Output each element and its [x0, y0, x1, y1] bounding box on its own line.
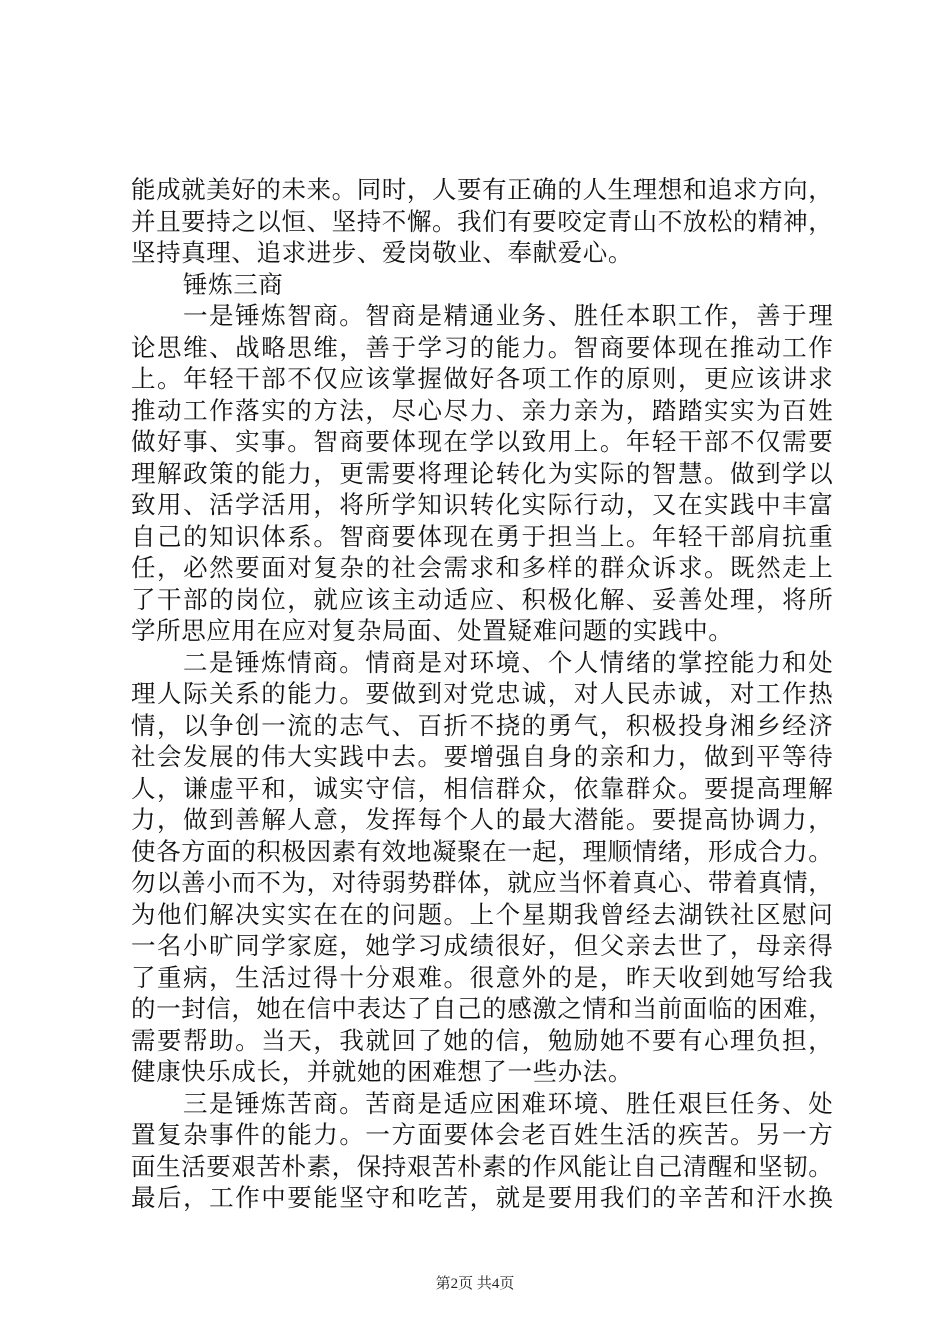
text-line: 能成就美好的未来。同时，人要有正确的人生理想和追求方向， [131, 175, 833, 204]
text-line: 理人际关系的能力。要做到对党忠诚，对人民赤诚，对工作热 [131, 679, 833, 708]
text-line: 理解政策的能力，更需要将理论转化为实际的智慧。做到学以 [131, 458, 833, 488]
text-line: 健康快乐成长，并就她的困难想了一些办法。 [131, 1057, 633, 1086]
text-line: 任，必然要面对复杂的社会需求和多样的群众诉求。既然走上 [131, 553, 833, 582]
text-line: 二是锤炼情商。情商是对环境、个人情绪的掌控能力和处 [183, 647, 833, 677]
text-line: 了干部的岗位，就应该主动适应、积极化解、妥善处理，将所 [131, 584, 833, 614]
text-line: 的一封信，她在信中表达了自己的感激之情和当前面临的困难， [131, 994, 833, 1023]
text-line: 一是锤炼智商。智商是精通业务、胜任本职工作，善于理 [183, 301, 833, 330]
text-line: 最后，工作中要能坚守和吃苦，就是要用我们的辛苦和汗水换 [131, 1183, 833, 1212]
text-line: 了重病，生活过得十分艰难。很意外的是，昨天收到她写给我 [131, 962, 833, 992]
text-line: 学所思应用在应对复杂局面、处置疑难问题的实践中。 [131, 616, 734, 645]
text-line: 论思维、战略思维，善于学习的能力。智商要体现在推动工作 [131, 332, 833, 362]
text-line: 坚持真理、追求进步、爱岗敬业、奉献爱心。 [131, 238, 633, 267]
page-footer: 第2页 共4页 [435, 1276, 515, 1292]
text-line: 社会发展的伟大实践中去。要增强自身的亲和力，做到平等待 [131, 742, 833, 771]
text-line: 力，做到善解人意，发挥每个人的最大潜能。要提高协调力， [131, 805, 833, 834]
text-line: 锤炼三商 [183, 269, 284, 299]
text-line: 致用、活学活用，将所学知识转化实际行动，又在实践中丰富 [131, 490, 833, 519]
text-line: 情，以争创一流的志气、百折不挠的勇气，积极投身湘乡经济 [131, 710, 833, 740]
text-line: 需要帮助。当天，我就回了她的信，勉励她不要有心理负担， [131, 1025, 833, 1055]
text-line: 自己的知识体系。智商要体现在勇于担当上。年轻干部肩抗重 [131, 521, 833, 551]
text-line: 置复杂事件的能力。一方面要体会老百姓生活的疾苦。另一方 [131, 1120, 833, 1149]
body-text [131, 174, 833, 1214]
text-line: 三是锤炼苦商。苦商是适应困难环境、胜任艰巨任务、处 [183, 1088, 833, 1118]
text-line: 做好事、实事。智商要体现在学以致用上。年轻干部不仅需要 [131, 427, 833, 456]
text-line: 一名小旷同学家庭，她学习成绩很好，但父亲去世了，母亲得 [131, 931, 833, 960]
text-line: 人，谦虚平和，诚实守信，相信群众，依靠群众。要提高理解 [131, 773, 833, 803]
text-line: 上。年轻干部不仅应该掌握做好各项工作的原则，更应该讲求 [131, 364, 833, 393]
text-line: 面生活要艰苦朴素，保持艰苦朴素的作风能让自己清醒和坚韧。 [131, 1151, 833, 1181]
text-line: 并且要持之以恒、坚持不懈。我们有要咬定青山不放松的精神， [131, 206, 833, 236]
text-line: 勿以善小而不为，对待弱势群体，就应当怀着真心、带着真情， [131, 868, 833, 897]
text-line: 推动工作落实的方法，尽心尽力、亲力亲为，踏踏实实为百姓 [131, 395, 833, 425]
text-line: 为他们解决实实在在的问题。上个星期我曾经去湖铁社区慰问 [131, 899, 833, 929]
text-line: 使各方面的积极因素有效地凝聚在一起，理顺情绪，形成合力。 [131, 836, 833, 866]
